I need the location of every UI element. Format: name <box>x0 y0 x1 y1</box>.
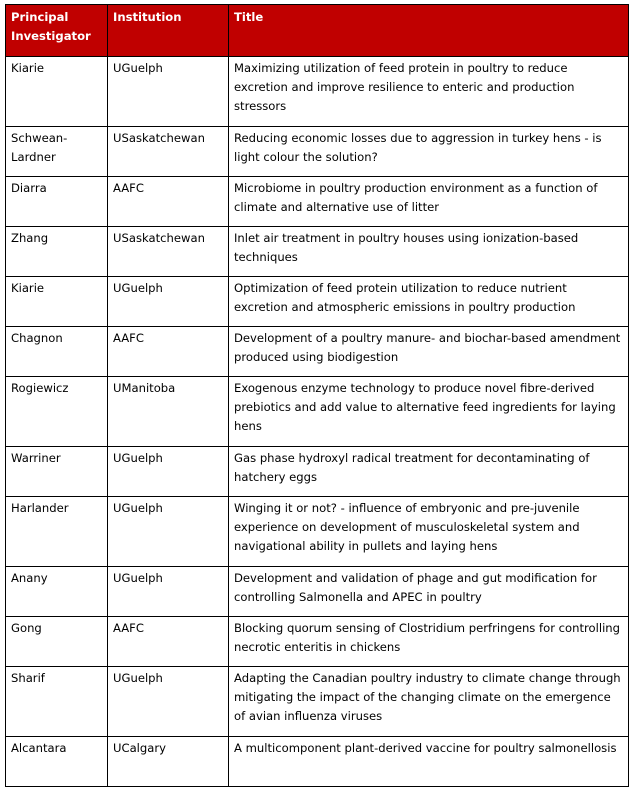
institution-cell: UGuelph <box>108 277 229 327</box>
investigator-cell: Rogiewicz <box>6 377 108 447</box>
table-row <box>6 667 629 737</box>
table-row <box>6 127 629 177</box>
institution-cell: UGuelph <box>108 567 229 617</box>
title-cell: Microbiome in poultry production environment as a function of climate and alternative use of litter <box>229 177 629 227</box>
title-cell: Winging it or not? - influence of embryonic and pre-juvenile experience on development of musculoskeletal system and navigational ability in pullets and laying hens <box>229 497 629 567</box>
title-cell: Inlet air treatment in poultry houses using ionization-based techniques <box>229 227 629 277</box>
institution-cell: UManitoba <box>108 377 229 447</box>
table-row <box>6 617 629 667</box>
title-cell: A multicomponent plant-derived vaccine for poultry salmonellosis <box>229 737 629 787</box>
investigator-cell: Diarra <box>6 177 108 227</box>
title-cell: Optimization of feed protein utilization to reduce nutrient excretion and atmospheric emissions in poultry production <box>229 277 629 327</box>
investigator-cell: Alcantara <box>6 737 108 787</box>
title-cell: Adapting the Canadian poultry industry to climate change through mitigating the impact of the changing climate on the emergence of avian influenza viruses <box>229 667 629 737</box>
table-row <box>6 497 629 567</box>
table-row <box>6 327 629 377</box>
investigator-cell: Kiarie <box>6 277 108 327</box>
title-cell: Development of a poultry manure- and biochar-based amendment produced using biodigestion <box>229 327 629 377</box>
investigator-cell: Gong <box>6 617 108 667</box>
institution-cell: AAFC <box>108 617 229 667</box>
investigator-cell: Anany <box>6 567 108 617</box>
table-row <box>6 737 629 787</box>
header-title: Title <box>229 5 629 57</box>
table-row <box>6 227 629 277</box>
header-principal-investigator: Principal Investigator <box>6 5 108 57</box>
institution-cell: USaskatchewan <box>108 227 229 277</box>
table-row <box>6 447 629 497</box>
investigator-cell: Sharif <box>6 667 108 737</box>
title-cell: Blocking quorum sensing of Clostridium perfringens for controlling necrotic enteritis in chickens <box>229 617 629 667</box>
title-cell: Development and validation of phage and gut modification for controlling Salmonella and APEC in poultry <box>229 567 629 617</box>
institution-cell: UCalgary <box>108 737 229 787</box>
table-header-row <box>6 5 629 57</box>
title-cell: Reducing economic losses due to aggression in turkey hens - is light colour the solution? <box>229 127 629 177</box>
table-row <box>6 567 629 617</box>
title-cell: Maximizing utilization of feed protein in poultry to reduce excretion and improve resilience to enteric and production stressors <box>229 57 629 127</box>
header-institution: Institution <box>108 5 229 57</box>
institution-cell: UGuelph <box>108 57 229 127</box>
title-cell: Gas phase hydroxyl radical treatment for decontaminating of hatchery eggs <box>229 447 629 497</box>
institution-cell: AAFC <box>108 177 229 227</box>
title-cell: Exogenous enzyme technology to produce novel fibre-derived prebiotics and add value to alternative feed ingredients for laying hens <box>229 377 629 447</box>
table-row <box>6 57 629 127</box>
investigator-cell: Kiarie <box>6 57 108 127</box>
research-projects-table <box>5 4 629 787</box>
institution-cell: AAFC <box>108 327 229 377</box>
investigator-cell: Harlander <box>6 497 108 567</box>
institution-cell: UGuelph <box>108 667 229 737</box>
table-row <box>6 177 629 227</box>
investigator-cell: Warriner <box>6 447 108 497</box>
table-row <box>6 277 629 327</box>
institution-cell: UGuelph <box>108 447 229 497</box>
investigator-cell: Chagnon <box>6 327 108 377</box>
table-row <box>6 377 629 447</box>
investigator-cell: Schwean-Lardner <box>6 127 108 177</box>
investigator-cell: Zhang <box>6 227 108 277</box>
institution-cell: UGuelph <box>108 497 229 567</box>
institution-cell: USaskatchewan <box>108 127 229 177</box>
